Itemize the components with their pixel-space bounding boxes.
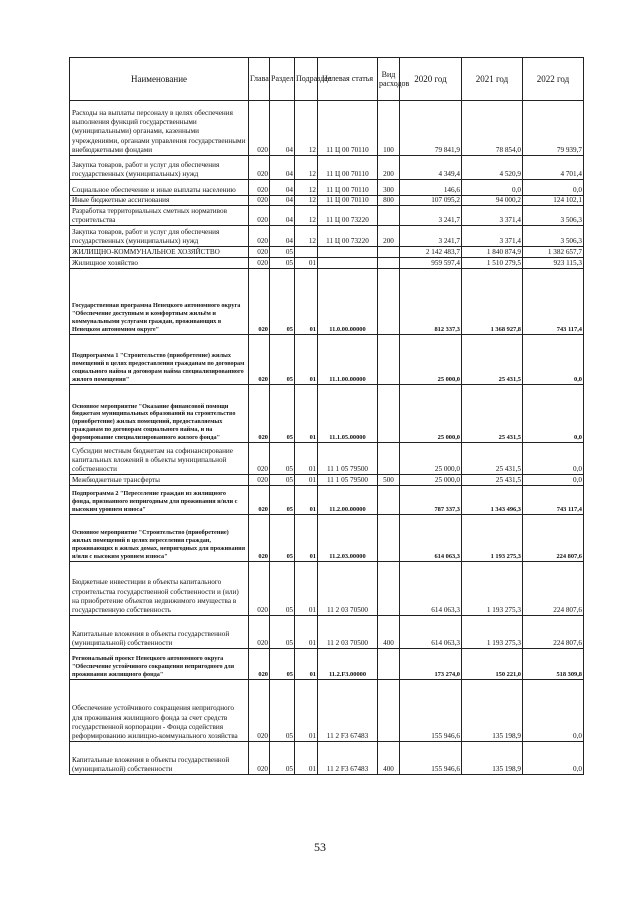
- row-article: 11 2 F3 67483: [318, 680, 378, 742]
- row-podrazdel: 12: [295, 206, 318, 226]
- row-glava: 020: [249, 742, 270, 775]
- row-2021: 1 343 496,3: [462, 486, 523, 515]
- row-podrazdel: 12: [295, 180, 318, 196]
- row-2021: 1 510 279,5: [462, 258, 523, 269]
- row-article: 11 Ц 00 70110: [318, 156, 378, 180]
- row-podrazdel: 12: [295, 156, 318, 180]
- row-kind: 500: [378, 475, 400, 486]
- row-name: Основное мероприятие "Строительство (приобретение) жилых помещений в целях переселения граждан, проживающих в жилых домах, непригодных для проживания и/или с высоким уровнем износа": [70, 515, 249, 562]
- table-row: [70, 258, 584, 269]
- row-name: Закупка товаров, работ и услуг для обеспечения государственных (муниципальных) нужд: [70, 226, 249, 247]
- row-kind: 200: [378, 156, 400, 180]
- row-article: 11 1 05 79500: [318, 443, 378, 475]
- row-2020: 155 946,6: [400, 680, 462, 742]
- row-2022: 3 506,3: [523, 206, 584, 226]
- table-row: [70, 443, 584, 475]
- row-kind: [378, 385, 400, 443]
- row-kind: [378, 680, 400, 742]
- row-name: Капитальные вложения в объекты государственной (муниципальной) собственности: [70, 742, 249, 775]
- row-2021: 3 371,4: [462, 206, 523, 226]
- row-2020: 959 597,4: [400, 258, 462, 269]
- row-2022: 0,0: [523, 475, 584, 486]
- row-name: Межбюджетные трансферты: [70, 475, 249, 486]
- table-row: [70, 196, 584, 206]
- row-podrazdel: 01: [295, 486, 318, 515]
- row-kind: [378, 649, 400, 680]
- row-2022: 79 939,7: [523, 101, 584, 156]
- row-kind: [378, 515, 400, 562]
- row-2022: 518 309,8: [523, 649, 584, 680]
- row-article: 11.1.00.00000: [318, 335, 378, 385]
- row-kind: [378, 335, 400, 385]
- row-podrazdel: 01: [295, 269, 318, 335]
- table-row: [70, 649, 584, 680]
- row-2022: 224 807,6: [523, 515, 584, 562]
- table-row: [70, 515, 584, 562]
- row-2022: 4 701,4: [523, 156, 584, 180]
- row-2022: 224 807,6: [523, 562, 584, 616]
- row-2020: 25 000,0: [400, 443, 462, 475]
- row-article: 11 2 03 70500: [318, 616, 378, 649]
- row-razdel: 04: [270, 196, 295, 206]
- row-2021: 1 193 275,3: [462, 616, 523, 649]
- row-name: Разработка территориальных сметных нормативов строительства: [70, 206, 249, 226]
- table-row: [70, 269, 584, 335]
- budget-table: [69, 57, 584, 775]
- row-kind: 300: [378, 180, 400, 196]
- row-glava: 020: [249, 269, 270, 335]
- table-header-row: [70, 58, 584, 101]
- row-2022: 0,0: [523, 680, 584, 742]
- row-2021: 1 193 275,3: [462, 562, 523, 616]
- row-name: ЖИЛИЩНО-КОММУНАЛЬНОЕ ХОЗЯЙСТВО: [70, 247, 249, 258]
- row-kind: 400: [378, 616, 400, 649]
- row-glava: 020: [249, 515, 270, 562]
- row-2022: 743 117,4: [523, 486, 584, 515]
- row-glava: 020: [249, 616, 270, 649]
- row-glava: 020: [249, 226, 270, 247]
- header-podrazdel: Подраздел: [295, 58, 318, 101]
- row-razdel: 05: [270, 680, 295, 742]
- row-podrazdel: 01: [295, 742, 318, 775]
- row-2020: 614 063,3: [400, 562, 462, 616]
- row-article: 11 Ц 00 70110: [318, 180, 378, 196]
- row-article: 11 Ц 00 73220: [318, 226, 378, 247]
- row-kind: [378, 562, 400, 616]
- row-2020: 2 142 483,7: [400, 247, 462, 258]
- row-2020: 79 841,9: [400, 101, 462, 156]
- row-podrazdel: 12: [295, 101, 318, 156]
- row-podrazdel: 01: [295, 443, 318, 475]
- row-name: Субсидии местным бюджетам на софинансирование капитальных вложений в объекты муниципальной собственности: [70, 443, 249, 475]
- row-razdel: 04: [270, 101, 295, 156]
- row-podrazdel: 01: [295, 475, 318, 486]
- row-podrazdel: 01: [295, 649, 318, 680]
- row-2022: 0,0: [523, 742, 584, 775]
- row-name: Бюджетные инвестиции в объекты капитального строительства государственной собственности и (или) на приобретение объектов недвижимого имущества в государственную собственность: [70, 562, 249, 616]
- row-glava: 020: [249, 258, 270, 269]
- row-2022: 0,0: [523, 443, 584, 475]
- row-2022: 743 117,4: [523, 269, 584, 335]
- row-glava: 020: [249, 206, 270, 226]
- row-glava: 020: [249, 335, 270, 385]
- row-razdel: 05: [270, 562, 295, 616]
- row-kind: [378, 258, 400, 269]
- row-2022: 1 382 657,7: [523, 247, 584, 258]
- row-2020: 107 095,2: [400, 196, 462, 206]
- row-kind: [378, 486, 400, 515]
- row-glava: 020: [249, 475, 270, 486]
- row-kind: [378, 247, 400, 258]
- row-razdel: 05: [270, 486, 295, 515]
- row-2020: 25 000,0: [400, 335, 462, 385]
- row-razdel: 04: [270, 156, 295, 180]
- row-kind: 400: [378, 742, 400, 775]
- row-2021: 94 000,2: [462, 196, 523, 206]
- row-article: [318, 258, 378, 269]
- row-glava: 020: [249, 680, 270, 742]
- row-2021: 4 520,9: [462, 156, 523, 180]
- row-2021: 1 368 927,8: [462, 269, 523, 335]
- row-2020: 146,6: [400, 180, 462, 196]
- row-podrazdel: [295, 247, 318, 258]
- row-podrazdel: 12: [295, 226, 318, 247]
- row-name: Подпрограмма 2 "Переселение граждан из жилищного фонда, признанного непригодным для проживания и/или с высоким уровнем износа": [70, 486, 249, 515]
- row-2020: 4 349,4: [400, 156, 462, 180]
- table-row: [70, 475, 584, 486]
- row-article: 11 Ц 00 73220: [318, 206, 378, 226]
- row-2020: 3 241,7: [400, 206, 462, 226]
- row-razdel: 05: [270, 742, 295, 775]
- row-kind: 200: [378, 226, 400, 247]
- row-glava: 020: [249, 196, 270, 206]
- row-2022: 0,0: [523, 335, 584, 385]
- row-name: Государственная программа Ненецкого автономного округа "Обеспечение доступным и комфортным жильём и коммунальными услугами граждан, проживающих в Ненецком автономном округе": [70, 269, 249, 335]
- table-row: [70, 247, 584, 258]
- row-kind: [378, 269, 400, 335]
- row-2020: 614 063,3: [400, 515, 462, 562]
- header-razdel: Раздел: [270, 58, 295, 101]
- table-row: [70, 180, 584, 196]
- table-row: [70, 742, 584, 775]
- row-razdel: 04: [270, 226, 295, 247]
- row-2022: 124 102,1: [523, 196, 584, 206]
- row-2022: 224 807,6: [523, 616, 584, 649]
- row-razdel: 05: [270, 515, 295, 562]
- row-2020: 173 274,0: [400, 649, 462, 680]
- row-glava: 020: [249, 649, 270, 680]
- row-name: Расходы на выплаты персоналу в целях обеспечения выполнения функций государственными (муниципальными) органами, казенными учреждениями, органами управления государственными внебюджетными фондами: [70, 101, 249, 156]
- row-2022: 0,0: [523, 180, 584, 196]
- header-2021: 2021 год: [462, 58, 523, 101]
- row-podrazdel: 01: [295, 515, 318, 562]
- row-article: 11 1 05 79500: [318, 475, 378, 486]
- row-article: 11 Ц 00 70110: [318, 101, 378, 156]
- row-razdel: 05: [270, 247, 295, 258]
- row-razdel: 05: [270, 385, 295, 443]
- row-kind: 100: [378, 101, 400, 156]
- row-2021: 150 221,0: [462, 649, 523, 680]
- row-article: 11.0.00.00000: [318, 269, 378, 335]
- table-row: [70, 385, 584, 443]
- row-razdel: 05: [270, 475, 295, 486]
- row-podrazdel: 12: [295, 196, 318, 206]
- row-article: 11 2 F3 67483: [318, 742, 378, 775]
- header-article: Целевая статья: [318, 58, 378, 101]
- row-glava: 020: [249, 156, 270, 180]
- row-name: Социальное обеспечение и иные выплаты населению: [70, 180, 249, 196]
- header-kind: Вид расходов: [378, 58, 400, 101]
- row-razdel: 05: [270, 258, 295, 269]
- row-2020: 812 337,3: [400, 269, 462, 335]
- header-2020: 2020 год: [400, 58, 462, 101]
- row-article: [318, 247, 378, 258]
- row-2020: 3 241,7: [400, 226, 462, 247]
- row-razdel: 05: [270, 335, 295, 385]
- row-kind: 800: [378, 196, 400, 206]
- row-kind: [378, 443, 400, 475]
- table-row: [70, 562, 584, 616]
- table-row: [70, 226, 584, 247]
- row-name: Подпрограмма 1 "Строительство (приобретение) жилых помещений в целях предоставления гражданам по договорам социального найма и договорам найма специализированного жилого помещения": [70, 335, 249, 385]
- table-row: [70, 680, 584, 742]
- table-row: [70, 101, 584, 156]
- header-glava: Глава: [249, 58, 270, 101]
- row-2021: 3 371,4: [462, 226, 523, 247]
- row-2021: 1 840 874,9: [462, 247, 523, 258]
- row-podrazdel: 01: [295, 680, 318, 742]
- row-razdel: 05: [270, 649, 295, 680]
- row-name: Капитальные вложения в объекты государственной (муниципальной) собственности: [70, 616, 249, 649]
- row-2021: 78 854,0: [462, 101, 523, 156]
- row-razdel: 04: [270, 206, 295, 226]
- row-kind: [378, 206, 400, 226]
- row-article: 11 Ц 00 70110: [318, 196, 378, 206]
- row-glava: 020: [249, 101, 270, 156]
- row-2022: 0,0: [523, 385, 584, 443]
- row-podrazdel: 01: [295, 562, 318, 616]
- row-2021: 25 431,5: [462, 335, 523, 385]
- table-body: [70, 101, 584, 775]
- row-2021: 0,0: [462, 180, 523, 196]
- row-2021: 25 431,5: [462, 385, 523, 443]
- row-2021: 1 193 275,3: [462, 515, 523, 562]
- row-2020: 787 337,3: [400, 486, 462, 515]
- row-razdel: 04: [270, 180, 295, 196]
- row-name: Основное мероприятие "Оказание финансовой помощи бюджетам муниципальных образований на строительство (приобретение) жилых помещений, предоставляемых гражданам по договорам социального найма, и на формирование специализированного жилого фонда": [70, 385, 249, 443]
- row-name: Закупка товаров, работ и услуг для обеспечения государственных (муниципальных) нужд: [70, 156, 249, 180]
- row-podrazdel: 01: [295, 335, 318, 385]
- row-name: Иные бюджетные ассигнования: [70, 196, 249, 206]
- row-glava: 020: [249, 562, 270, 616]
- row-podrazdel: 01: [295, 616, 318, 649]
- row-article: 11.2.00.00000: [318, 486, 378, 515]
- row-2021: 135 198,9: [462, 742, 523, 775]
- row-glava: 020: [249, 486, 270, 515]
- row-razdel: 05: [270, 443, 295, 475]
- table-row: [70, 206, 584, 226]
- header-name: Наименование: [70, 58, 249, 101]
- row-name: Региональный проект Ненецкого автономного округа "Обеспечение устойчивого сокращения непригодного для проживания жилищного фонда": [70, 649, 249, 680]
- row-name: Жилищное хозяйство: [70, 258, 249, 269]
- row-2020: 155 946,6: [400, 742, 462, 775]
- row-2020: 25 000,0: [400, 475, 462, 486]
- table-row: [70, 616, 584, 649]
- row-2021: 25 431,5: [462, 443, 523, 475]
- row-article: 11.1.05.00000: [318, 385, 378, 443]
- row-article: 11 2 03 70500: [318, 562, 378, 616]
- row-2022: 3 506,3: [523, 226, 584, 247]
- row-glava: 020: [249, 443, 270, 475]
- row-2020: 25 000,0: [400, 385, 462, 443]
- row-2020: 614 063,3: [400, 616, 462, 649]
- row-name: Обеспечение устойчивого сокращения непригодного для проживания жилищного фонда за счет средств государственной корпорации - Фонда содействия реформированию жилищно-коммунального хозяйства: [70, 680, 249, 742]
- row-article: 11.2.F3.00000: [318, 649, 378, 680]
- table-row: [70, 156, 584, 180]
- row-2022: 923 115,3: [523, 258, 584, 269]
- header-2022: 2022 год: [523, 58, 584, 101]
- row-glava: 020: [249, 180, 270, 196]
- row-razdel: 05: [270, 269, 295, 335]
- row-podrazdel: 01: [295, 258, 318, 269]
- row-2021: 135 198,9: [462, 680, 523, 742]
- row-podrazdel: 01: [295, 385, 318, 443]
- page-number: 53: [314, 840, 326, 854]
- row-glava: 020: [249, 385, 270, 443]
- row-2021: 25 431,5: [462, 475, 523, 486]
- row-glava: 020: [249, 247, 270, 258]
- row-article: 11.2.03.00000: [318, 515, 378, 562]
- row-razdel: 05: [270, 616, 295, 649]
- table-row: [70, 486, 584, 515]
- table-row: [70, 335, 584, 385]
